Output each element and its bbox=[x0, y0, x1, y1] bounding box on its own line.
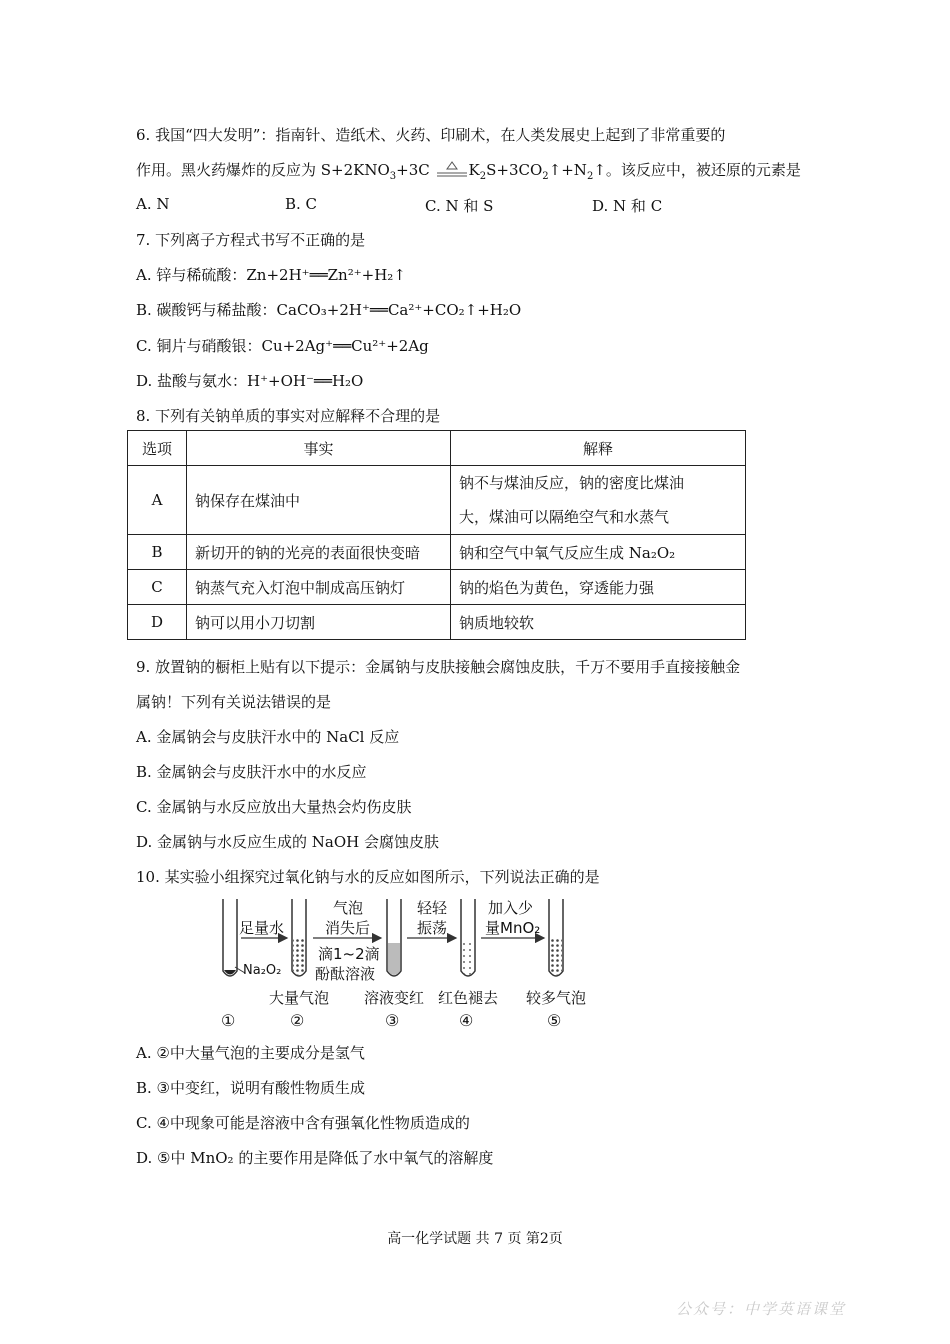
watermark: 公众号：中学英语课堂 bbox=[676, 1300, 847, 1318]
q9-line2: 属钠！下列有关说法错误的是 bbox=[136, 693, 332, 711]
q6-option-a: A. N bbox=[136, 195, 170, 213]
caption-4: 红色褪去 bbox=[438, 989, 499, 1007]
q6-option-d: D. N 和 C bbox=[592, 197, 663, 215]
arrow-4-label-top1: 加入少 bbox=[488, 899, 534, 917]
q9-option-c: C. 金属钠与水反应放出大量热会灼伤皮肤 bbox=[136, 798, 412, 816]
reagent-label: Na₂O₂ bbox=[243, 963, 282, 978]
test-tube-4 bbox=[461, 899, 475, 976]
table-cell-option: B bbox=[128, 535, 187, 570]
tube-number-5: ⑤ bbox=[547, 1011, 562, 1030]
experiment-figure bbox=[215, 893, 595, 1033]
table-cell-option: A bbox=[128, 466, 187, 535]
table-row bbox=[128, 466, 746, 535]
q6-option-c: C. N 和 S bbox=[425, 197, 494, 215]
test-tube-1 bbox=[223, 899, 237, 976]
table-cell-explanation bbox=[451, 466, 746, 535]
q9-option-a: A. 金属钠会与皮肤汗水中的 NaCl 反应 bbox=[136, 728, 400, 746]
caption-3: 溶液变红 bbox=[364, 989, 425, 1007]
table-header-row bbox=[128, 431, 746, 466]
q6-text: S+3CO bbox=[486, 161, 543, 179]
q7-option-a: A. 锌与稀硫酸：Zn+2H⁺══Zn²⁺+H₂↑ bbox=[136, 266, 406, 284]
q8-table bbox=[127, 430, 746, 640]
table-cell-option: C bbox=[128, 570, 187, 605]
q7-stem: 7. 下列离子方程式书写不正确的是 bbox=[136, 231, 366, 249]
arrow-3-label-top2: 振荡 bbox=[417, 919, 448, 937]
table-cell-fact: 钠可以用小刀切割 bbox=[187, 605, 451, 640]
q8-stem: 8. 下列有关钠单质的事实对应解释不合理的是 bbox=[136, 407, 441, 425]
explanation-line: 钠不与煤油反应，钠的密度比煤油 bbox=[459, 474, 685, 492]
table-row bbox=[128, 570, 746, 605]
table-row bbox=[128, 605, 746, 640]
q9-option-b: B. 金属钠会与皮肤汗水中的水反应 bbox=[136, 763, 367, 781]
tube-number-3: ③ bbox=[385, 1011, 400, 1030]
q6-options bbox=[136, 195, 796, 215]
test-tube-5 bbox=[549, 899, 563, 976]
page-footer: 高一化学试题 共 7 页 第2页 bbox=[387, 1231, 563, 1247]
q6-option-b: B. C bbox=[285, 195, 318, 213]
table-cell-explanation: 钠质地较软 bbox=[451, 605, 746, 640]
explanation-line: 大，煤油可以隔绝空气和水蒸气 bbox=[459, 508, 670, 526]
table-cell-fact: 钠保存在煤油中 bbox=[187, 466, 451, 535]
q7-option-b: B. 碳酸钙与稀盐酸：CaCO₃+2H⁺══Ca²⁺+CO₂↑+H₂O bbox=[136, 301, 522, 319]
q6-text: 作用。黑火药爆炸的反应为 S+2KNO bbox=[136, 161, 390, 179]
q10-option-c: C. ④中现象可能是溶液中含有强氧化性物质造成的 bbox=[136, 1114, 470, 1132]
table-cell-explanation: 钠和空气中氧气反应生成 Na₂O₂ bbox=[451, 535, 746, 570]
caption-2: 大量气泡 bbox=[269, 989, 330, 1007]
test-tube-2 bbox=[292, 899, 306, 976]
arrow-2-label-bot1: 滴1~2滴 bbox=[318, 945, 380, 963]
arrow-2-label-bot2: 酚酞溶液 bbox=[315, 965, 376, 983]
table-header: 解释 bbox=[451, 431, 746, 466]
table-header: 事实 bbox=[187, 431, 451, 466]
table-cell-explanation: 钠的焰色为黄色，穿透能力强 bbox=[451, 570, 746, 605]
arrow-3-label-top1: 轻轻 bbox=[417, 899, 448, 917]
q6-text: ↑+N bbox=[548, 161, 587, 179]
heat-triangle-icon bbox=[435, 160, 469, 178]
q6-line2: 作用。黑火药爆炸的反应为 $S+2KNO_3+3C$ $K_2S+3CO_2↑+N_2↑$。该反应中，被还原的元素是 bbox=[136, 161, 801, 182]
test-tube-3 bbox=[387, 899, 401, 976]
q6-text: K bbox=[468, 161, 480, 179]
table-row bbox=[128, 535, 746, 570]
q10-stem: 10. 某实验小组探究过氧化钠与水的反应如图所示，下列说法正确的是 bbox=[136, 868, 600, 886]
arrow-2-label-top1: 气泡 bbox=[333, 899, 364, 917]
q10-option-b: B. ③中变红，说明有酸性物质生成 bbox=[136, 1079, 366, 1097]
table-cell-fact: 新切开的钠的光亮的表面很快变暗 bbox=[187, 535, 451, 570]
q9-line1: 9. 放置钠的橱柜上贴有以下提示：金属钠与皮肤接触会腐蚀皮肤，千万不要用手直接接触金 bbox=[136, 658, 741, 676]
tube-number-2: ② bbox=[290, 1011, 305, 1030]
arrow-4-label-top2: 量MnO₂ bbox=[485, 919, 541, 937]
q10-option-d: D. ⑤中 MnO₂ 的主要作用是降低了水中氧气的溶解度 bbox=[136, 1149, 494, 1167]
q10-option-a: A. ②中大量气泡的主要成分是氢气 bbox=[136, 1044, 365, 1062]
arrow-1-label: 足量水 bbox=[239, 919, 285, 937]
arrow-2-label-top2: 消失后 bbox=[325, 919, 371, 937]
q6-text: +3C bbox=[396, 161, 435, 179]
q6-line1: 6. 我国“四大发明”：指南针、造纸术、火药、印刷术，在人类发展史上起到了非常重要的 bbox=[136, 126, 726, 144]
table-cell-fact: 钠蒸气充入灯泡中制成高压钠灯 bbox=[187, 570, 451, 605]
table-header: 选项 bbox=[128, 431, 187, 466]
q7-option-d: D. 盐酸与氨水：H⁺+OH⁻══H₂O bbox=[136, 372, 364, 390]
tube-number-1: ① bbox=[221, 1011, 236, 1030]
caption-5: 较多气泡 bbox=[526, 989, 587, 1007]
tube-number-4: ④ bbox=[459, 1011, 474, 1030]
q7-option-c: C. 铜片与硝酸银：Cu+2Ag⁺══Cu²⁺+2Ag bbox=[136, 337, 429, 355]
q9-option-d: D. 金属钠与水反应生成的 NaOH 会腐蚀皮肤 bbox=[136, 833, 440, 851]
table-cell-option: D bbox=[128, 605, 187, 640]
q6-text: ↑。该反应中，被还原的元素是 bbox=[593, 161, 801, 179]
